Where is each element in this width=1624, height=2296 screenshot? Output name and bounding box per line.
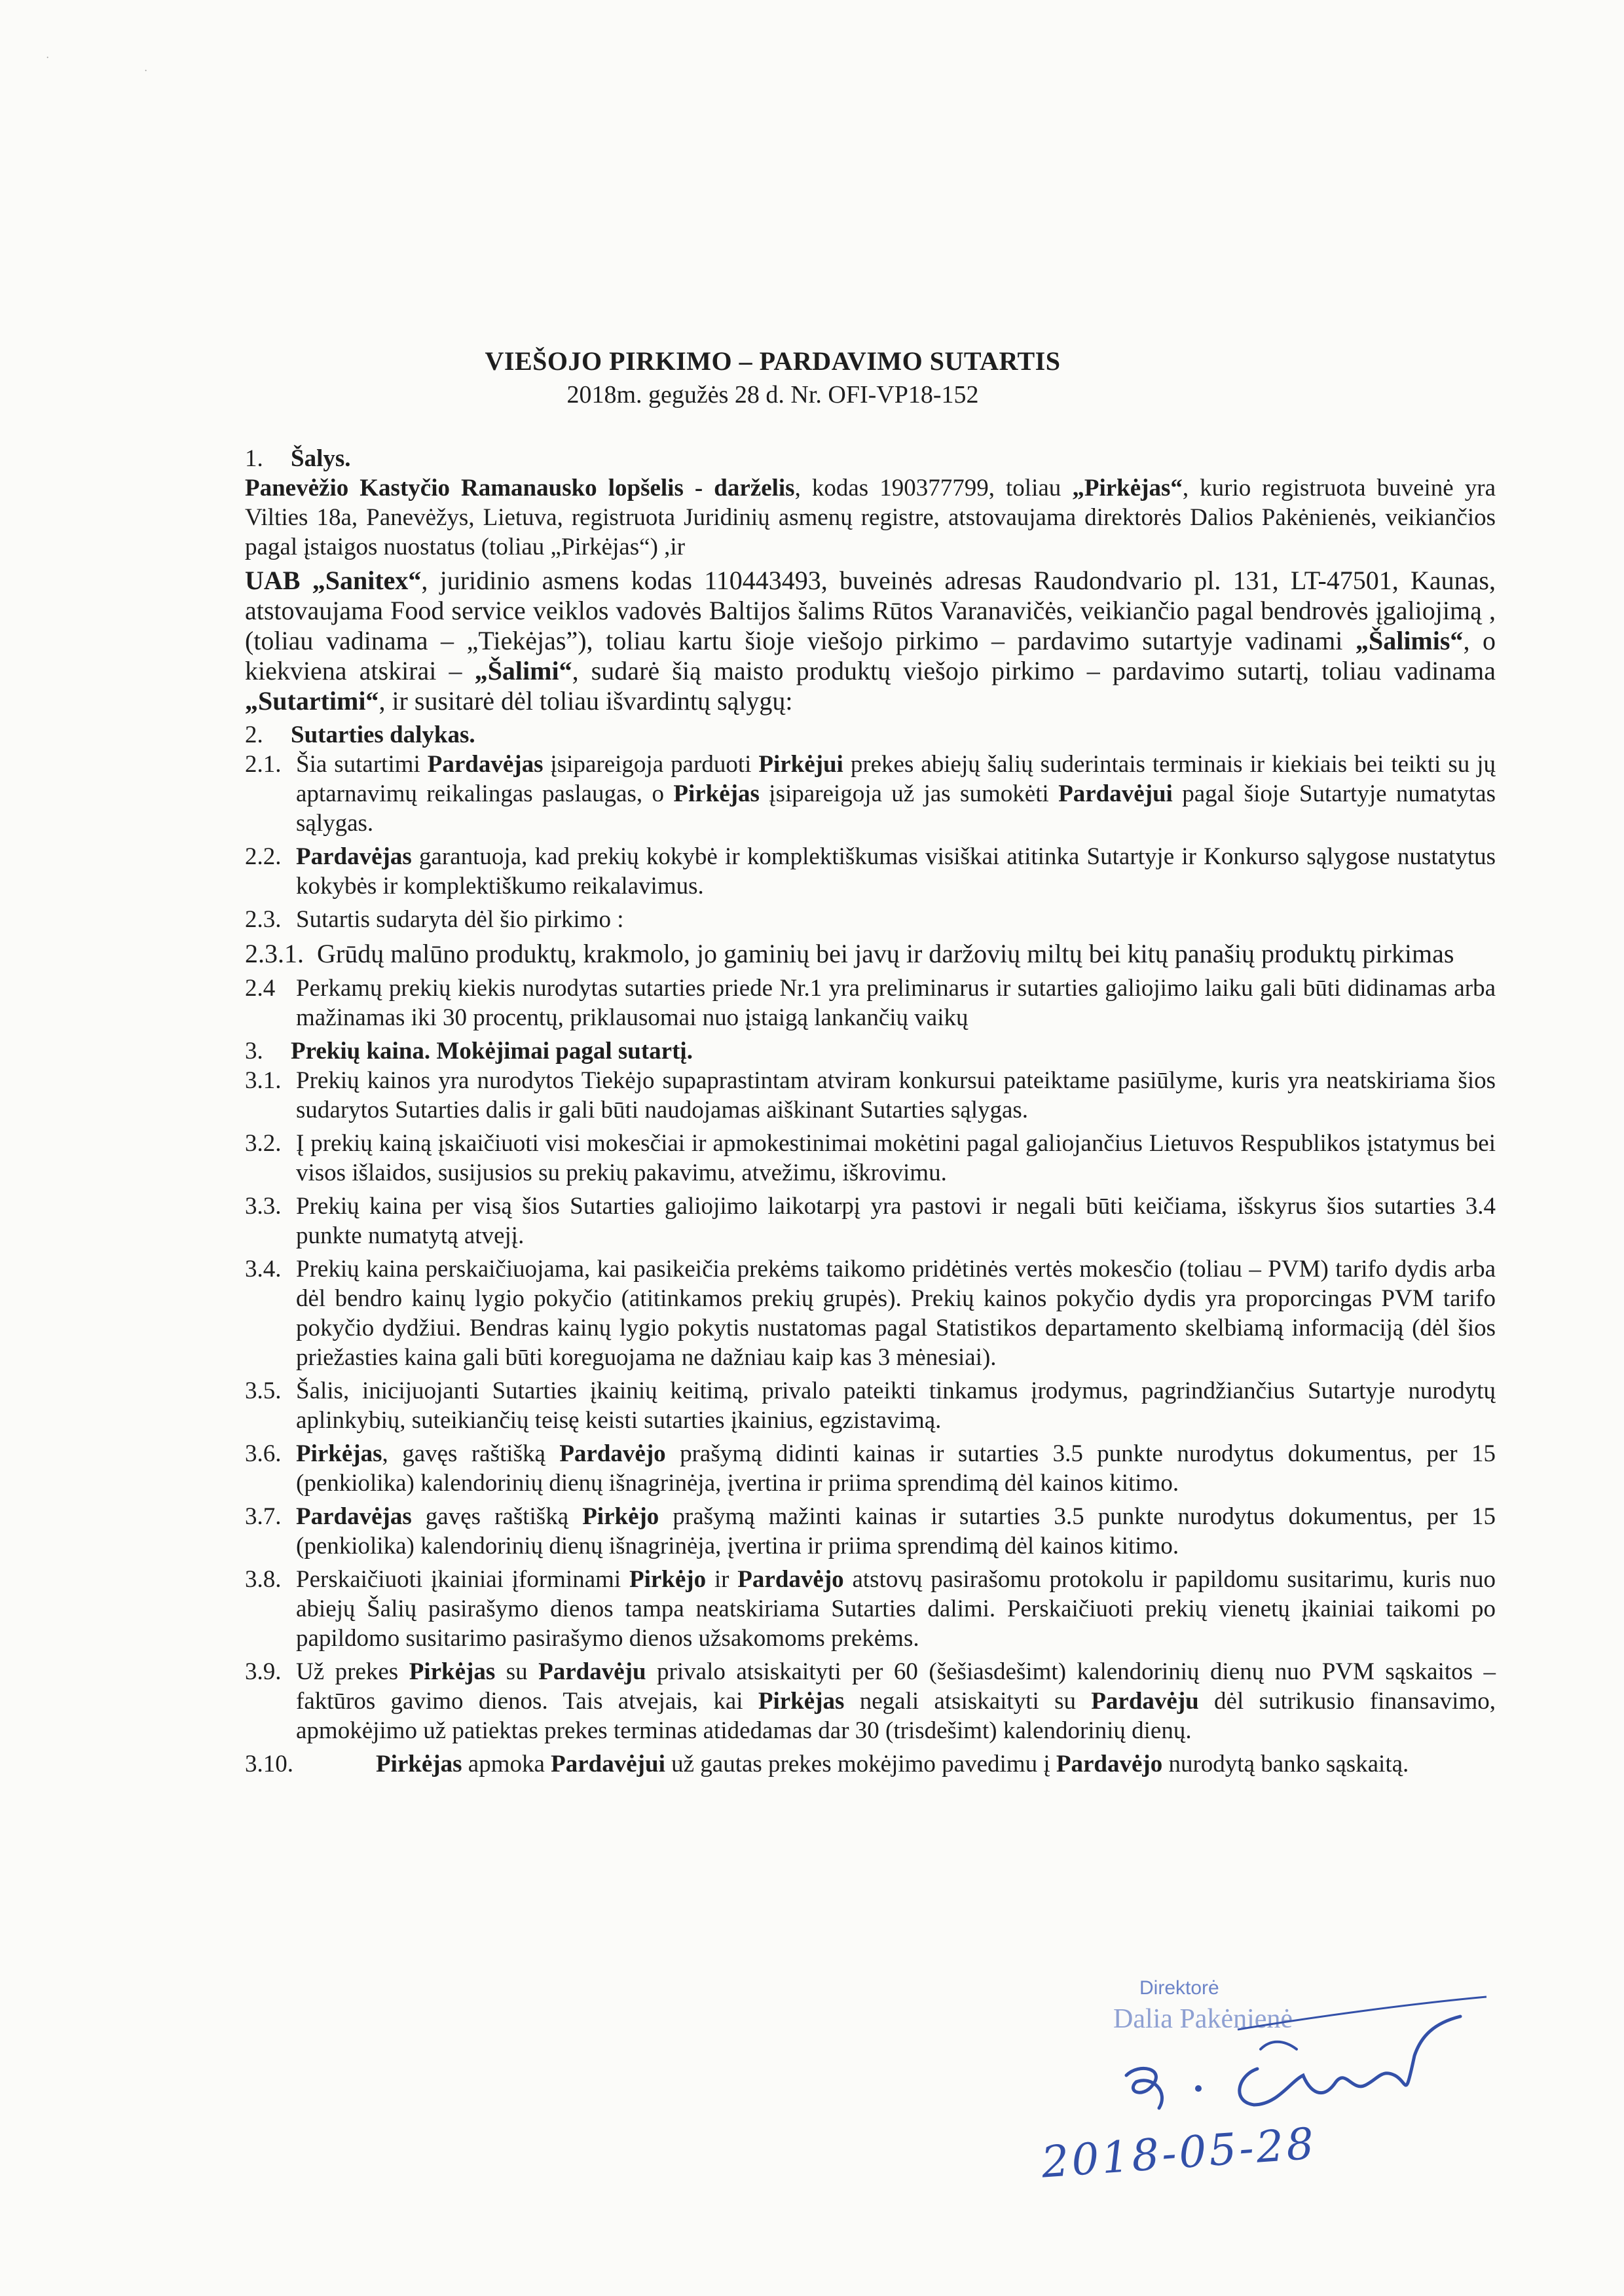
clause-2-1: 2.1. Šia sutartimi Pardavėjas įsipareigoja parduoti Pirkėjui prekes abiejų šalių suderintais terminais ir kiekiais bei teikti su jų aptarnavimų reikalingas paslaugas, o Pirkėjas įsipareigoja už jas sumokėti Pardavėjui pagal šioje Sutartyje numatytas sąlygas. bbox=[245, 751, 1496, 837]
document-subtitle: 2018m. gegužės 28 d. Nr. OFI-VP18-152 bbox=[566, 381, 979, 409]
clause-3-2: 3.2. Į prekių kainą įskaičiuoti visi mokesčiai ir apmokestinimai mokėtini pagal galiojančius Lietuvos Respublikos įstatymus bei visos išlaidos, susijusios su prekių pakavimu, atvežimu, iškrovimu. bbox=[245, 1130, 1496, 1186]
clause-3-6: 3.6. Pirkėjas, gavęs raštišką Pardavėjo prašymą didinti kainas ir sutarties 3.5 punkte nurodytus dokumentus, per 15 (penkiolika) kalendorinių dienų išnagrinėja, įvertina ir priima sprendimą dėl kainos kitimo. bbox=[245, 1440, 1496, 1497]
title-block bbox=[0, 346, 1624, 409]
contract-body bbox=[245, 444, 1496, 1783]
handwritten-date: 2018-05-28 bbox=[1039, 2118, 1318, 2188]
document-title: VIEŠOJO PIRKIMO – PARDAVIMO SUTARTIS bbox=[485, 346, 1061, 376]
clause-2-4: 2.4 Perkamų prekių kiekis nurodytas sutarties priede Nr.1 yra preliminarus ir sutarties galiojimo laiku gali būti didinamas arba mažinamas iki 30 procentų, priklausomai nuo įstaigą lankančių vaikų bbox=[245, 975, 1496, 1031]
scan-speck: · bbox=[144, 65, 148, 77]
handwritten-signature bbox=[1107, 1977, 1500, 2252]
clause-2-3-1: 2.3.1. Grūdų malūno produktų, krakmolo, jo gaminių bei javų ir daržovių miltų bei kitų panašių produktų pirkimas bbox=[245, 939, 1454, 968]
parties-supplier-paragraph: UAB „Sanitex“, juridinio asmens kodas 110443493, buveinės adresas Raudondvario pl. 131, LT-47501, Kaunas, atstovaujama Food service veiklos vadovės Baltijos šalims Rūtos Varanavičės, veikiančio pagal bendrovės įgaliojimą , (toliau vadinama – „Tiekėjas”), toliau kartu šioje viešojo pirkimo – pardavimo sutartyje vadinami „Šalimis“, o kiekviena atskirai – „Šalimi“, sudarė šią maisto produktų viešojo pirkimo – pardavimo sutartį, toliau vadinama „Sutartimi“, ir susitarė dėl toliau išvardintų sąlygų: bbox=[245, 566, 1496, 716]
parties-buyer-paragraph: Panevėžio Kastyčio Ramanausko lopšelis - darželis, kodas 190377799, toliau „Pirkėjas“, kurio registruota buveinė yra Vilties 18a, Panevėžys, Lietuva, registruota Juridinių asmenų registre, atstovaujama direktorės Dalios Pakėnienės, veikiančios pagal įstaigos nuostatus (toliau „Pirkėjas“) ,ir bbox=[245, 475, 1496, 560]
clause-2-3: 2.3. Sutartis sudaryta dėl šio pirkimo : bbox=[245, 906, 624, 933]
clause-3-4: 3.4. Prekių kaina perskaičiuojama, kai pasikeičia prekėms taikomo pridėtinės vertės mokesčio (toliau – PVM) tarifo dydis arba dėl bendro kainų lygio pokyčio (atitinkamos prekių grupės). Prekių kainos pokyčio dydis yra proporcingas PVM tarifo pokyčio dydžiui. Bendras kainų lygio pokytis nustatomas pagal Statistikos departamento skelbiamą informaciją (dėl šios priežasties kaina gali būti koreguojama ne dažniau kaip kas 3 mėnesiai). bbox=[245, 1256, 1496, 1371]
clause-3-9: 3.9. Už prekes Pirkėjas su Pardavėju privalo atsiskaityti per 60 (šešiasdešimt) kalendorinių dienų nuo PVM sąskaitos – faktūros gavimo dienos. Tais atvejais, kai Pirkėjas negali atsiskaityti su Pardavėju dėl sutrikusio finansavimo, apmokėjimo už patiektas prekes terminas atidedamas dar 30 (trisdešimt) kalendorinių dienų. bbox=[245, 1658, 1496, 1744]
scan-speck: · bbox=[46, 52, 50, 64]
clause-3-3: 3.3. Prekių kaina per visą šios Sutarties galiojimo laikotarpį yra pastovi ir negali būti keičiama, išskyrus šios sutarties 3.4 punkte numatytą atvejį. bbox=[245, 1193, 1496, 1249]
stamp-role: Direktorė bbox=[1139, 1977, 1219, 1999]
stamp-name: Dalia Pakėnienė bbox=[1113, 2004, 1293, 2034]
clause-3-7: 3.7. Pardavėjas gavęs raštišką Pirkėjo prašymą mažinti kainas ir sutarties 3.5 punkte nurodytus dokumentus, per 15 (penkiolika) kalendorinių dienų išnagrinėja, įvertina ir priima sprendimą dėl kainos kitimo. bbox=[245, 1503, 1496, 1559]
section-1-heading: 1. Šalys. bbox=[245, 445, 351, 472]
clause-3-1: 3.1. Prekių kainos yra nurodytos Tiekėjo supaprastintam atviram konkursui pateiktame pasiūlyme, kuris yra neatskiriama šios sudarytos Sutarties dalis ir gali būti naudojamas aiškinant Sutarties sąlygas. bbox=[245, 1067, 1496, 1123]
clause-3-5: 3.5. Šalis, inicijuojanti Sutarties įkainių keitimą, privalo pateikti tinkamus įrodymus, pagrindžiančius Sutartyje nurodytų aplinkybių, suteikiančių teisę keisti sutarties įkainius, egzistavimą. bbox=[245, 1377, 1496, 1434]
clause-3-8: 3.8. Perskaičiuoti įkainiai įforminami Pirkėjo ir Pardavėjo atstovų pasirašomu protokolu ir papildomu susitarimu, kuris nuo abiejų Šalių pasirašymo dienos tampa neatskiriama Sutarties dalimi. Perskaičiuoti prekių vienetų įkainiai taikomi po papildomo susitarimo pasirašymo dienos užsakomoms prekėms. bbox=[245, 1566, 1496, 1652]
clause-3-10: 3.10. Pirkėjas apmoka Pardavėjui už gautas prekes mokėjimo pavedimu į Pardavėjo nurodytą banko sąskaitą. bbox=[245, 1751, 1409, 1777]
section-2-heading: 2. Sutarties dalykas. bbox=[245, 721, 475, 748]
section-3-heading: 3. Prekių kaina. Mokėjimai pagal sutartį. bbox=[245, 1038, 693, 1065]
clause-2-2: 2.2. Pardavėjas garantuoja, kad prekių kokybė ir komplektiškumas visiškai atitinka Sutartyje ir Konkurso sąlygose nustatytus kokybės ir komplektiškumo reikalavimus. bbox=[245, 843, 1496, 900]
